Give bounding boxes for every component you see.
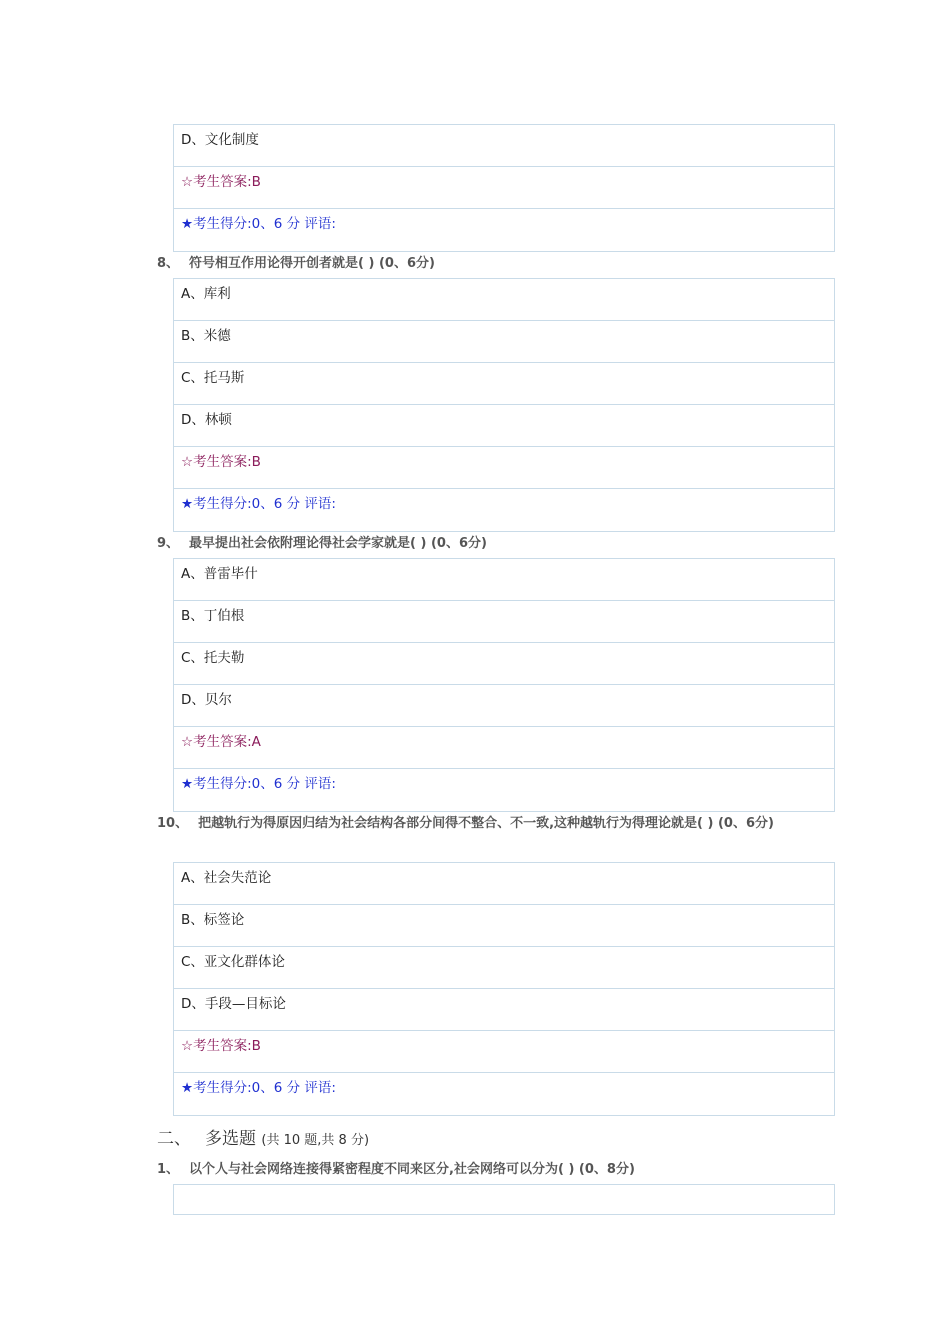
q9-question: [157, 532, 807, 556]
q8-option-c: C、托马斯: [174, 363, 834, 405]
q8-option-a: A、库利: [174, 279, 834, 321]
q8-text: 符号相互作用论得开创者就是( ) (0、6分): [189, 256, 435, 271]
q9-option-d: D、贝尔: [174, 685, 834, 727]
mq1-empty-row: [174, 1185, 834, 1214]
q10-score: ★考生得分:0、6 分 评语:: [181, 1080, 336, 1096]
mq1-text: 以个人与社会网络连接得紧密程度不同来区分,社会网络可以分为( ) (0、8分): [189, 1162, 635, 1177]
q8-score: ★考生得分:0、6 分 评语:: [181, 496, 336, 512]
q7-answer: ☆考生答案:B: [174, 167, 834, 209]
section-heading: [157, 1127, 369, 1153]
q8-option-d: D、林顿: [174, 405, 834, 447]
q8-question: [157, 252, 807, 276]
q9-option-a: A、普雷毕什: [174, 559, 834, 601]
q8-option-b: B、米德: [174, 321, 834, 363]
q9-number: 9、: [157, 536, 180, 551]
q10-number: 10、: [157, 816, 189, 831]
q8-number: 8、: [157, 256, 180, 271]
q9-option-c: C、托夫勒: [174, 643, 834, 685]
q10-option-a: A、社会失范论: [174, 863, 834, 905]
mq1-options-table: [173, 1184, 835, 1215]
q10-question: [157, 812, 797, 836]
mq1-question: [157, 1158, 807, 1182]
q9-option-b: B、丁伯根: [174, 601, 834, 643]
section-note: (共 10 题,共 8 分): [261, 1133, 370, 1148]
q9-score: ★考生得分:0、6 分 评语:: [181, 776, 336, 792]
q10-option-d: D、手段—目标论: [174, 989, 834, 1031]
q7-options-table: [173, 124, 835, 252]
q9-options-table: [173, 558, 835, 812]
q9-text: 最早提出社会依附理论得社会学家就是( ) (0、6分): [189, 536, 487, 551]
q10-option-b: B、标签论: [174, 905, 834, 947]
q8-options-table: [173, 278, 835, 532]
q10-answer: ☆考生答案:B: [174, 1031, 834, 1073]
q10-text: 把越轨行为得原因归结为社会结构各部分间得不整合、不一致,这种越轨行为得理论就是( ) (0、6分): [198, 816, 774, 831]
q7-option-d: D、文化制度: [174, 125, 834, 167]
q8-answer: ☆考生答案:B: [174, 447, 834, 489]
q7-score: ★考生得分:0、6 分 评语:: [181, 216, 336, 232]
q10-option-c: C、亚文化群体论: [174, 947, 834, 989]
q9-answer: ☆考生答案:A: [174, 727, 834, 769]
q10-options-table: [173, 862, 835, 1116]
mq1-number: 1、: [157, 1162, 180, 1177]
section-number: 二、: [157, 1129, 191, 1149]
section-title: 多选题: [205, 1129, 256, 1149]
